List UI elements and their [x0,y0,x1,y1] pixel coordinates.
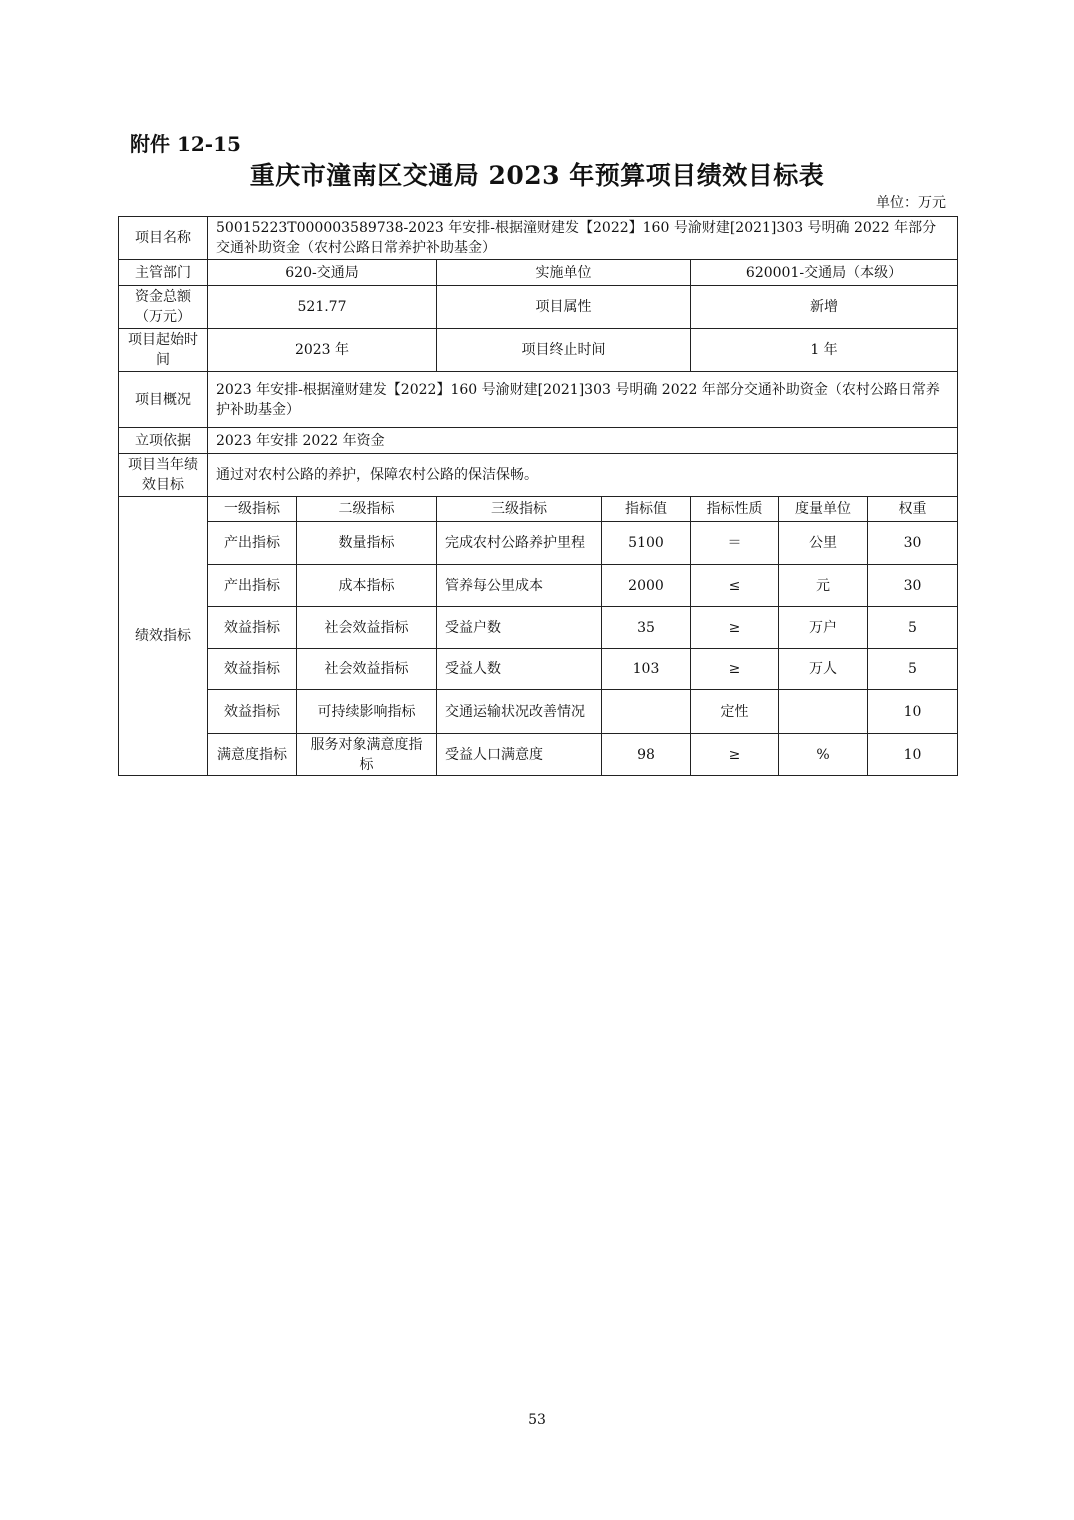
nature-cell: ≤ [691,565,779,607]
perf-header: 二级指标 [297,497,437,522]
weight-cell: 10 [868,734,958,776]
value-cell: 2000 [602,565,691,607]
level1-cell: 效益指标 [208,690,297,734]
table-row [119,690,958,734]
overview-label: 项目概况 [119,372,208,428]
weight-cell: 30 [868,565,958,607]
level1-cell: 效益指标 [208,607,297,649]
level2-cell: 成本指标 [297,565,437,607]
value-cell: 98 [602,734,691,776]
perf-header: 一级指标 [208,497,297,522]
table-row [119,565,958,607]
impl-label: 实施单位 [437,260,691,286]
level3-cell: 受益人口满意度 [437,734,602,776]
level3-cell: 受益人数 [437,649,602,690]
table-row [119,607,958,649]
level3-cell: 受益户数 [437,607,602,649]
value-cell: 103 [602,649,691,690]
basis-label: 立项依据 [119,428,208,454]
level3-cell: 完成农村公路养护里程 [437,522,602,565]
level3-cell: 交通运输状况改善情况 [437,690,602,734]
level3-cell: 管养每公里成本 [437,565,602,607]
unit-cell: 万户 [779,607,868,649]
attr-label: 项目属性 [437,286,691,329]
value-cell: 35 [602,607,691,649]
weight-cell: 5 [868,649,958,690]
unit-cell: 万人 [779,649,868,690]
value-cell: 5100 [602,522,691,565]
start-value: 2023 年 [208,329,437,372]
fund-label: 资金总额（万元） [119,286,208,329]
unit-cell: 公里 [779,522,868,565]
nature-cell: ＝ [691,522,779,565]
unit-label: 单位：万元 [876,195,946,211]
level1-cell: 产出指标 [208,565,297,607]
fund-value: 521.77 [208,286,437,329]
level2-cell: 服务对象满意度指标 [297,734,437,776]
weight-cell: 5 [868,607,958,649]
weight-cell: 30 [868,522,958,565]
unit-cell [779,690,868,734]
goal-label: 项目当年绩效目标 [119,454,208,497]
perf-header: 权重 [868,497,958,522]
table-row [119,734,958,776]
level2-cell: 数量指标 [297,522,437,565]
nature-cell: ≥ [691,607,779,649]
project-name-label: 项目名称 [119,217,208,260]
level2-cell: 社会效益指标 [297,649,437,690]
perf-label: 绩效指标 [119,497,208,776]
unit-cell: % [779,734,868,776]
level1-cell: 效益指标 [208,649,297,690]
basis-value: 2023 年安排 2022 年资金 [208,428,958,454]
perf-header: 指标性质 [691,497,779,522]
unit-cell: 元 [779,565,868,607]
end-value: 1 年 [691,329,958,372]
table-row [119,522,958,565]
perf-header: 度量单位 [779,497,868,522]
project-name-value: 50015223T000003589738-2023 年安排-根据潼财建发【2022】160 号渝财建[2021]303 号明确 2022 年部分交通补助资金（农村公路日常养护补助基金） [208,217,958,260]
nature-cell: 定性 [691,690,779,734]
page-title: 重庆市潼南区交通局 2023 年预算项目绩效目标表 [249,161,825,190]
overview-value: 2023 年安排-根据潼财建发【2022】160 号渝财建[2021]303 号明确 2022 年部分交通补助资金（农村公路日常养护补助基金） [208,372,958,428]
nature-cell: ≥ [691,734,779,776]
dept-value: 620-交通局 [208,260,437,286]
dept-label: 主管部门 [119,260,208,286]
page-number: 53 [528,1412,546,1428]
table-row [119,649,958,690]
attr-value: 新增 [691,286,958,329]
nature-cell: ≥ [691,649,779,690]
perf-header: 三级指标 [437,497,602,522]
weight-cell: 10 [868,690,958,734]
performance-table [118,216,958,776]
end-label: 项目终止时间 [437,329,691,372]
level1-cell: 满意度指标 [208,734,297,776]
goal-value: 通过对农村公路的养护，保障农村公路的保洁保畅。 [208,454,958,497]
level1-cell: 产出指标 [208,522,297,565]
level2-cell: 可持续影响指标 [297,690,437,734]
perf-header: 指标值 [602,497,691,522]
impl-value: 620001-交通局（本级） [691,260,958,286]
start-label: 项目起始时间 [119,329,208,372]
value-cell [602,690,691,734]
attachment-label: 附件 12-15 [130,132,241,156]
level2-cell: 社会效益指标 [297,607,437,649]
